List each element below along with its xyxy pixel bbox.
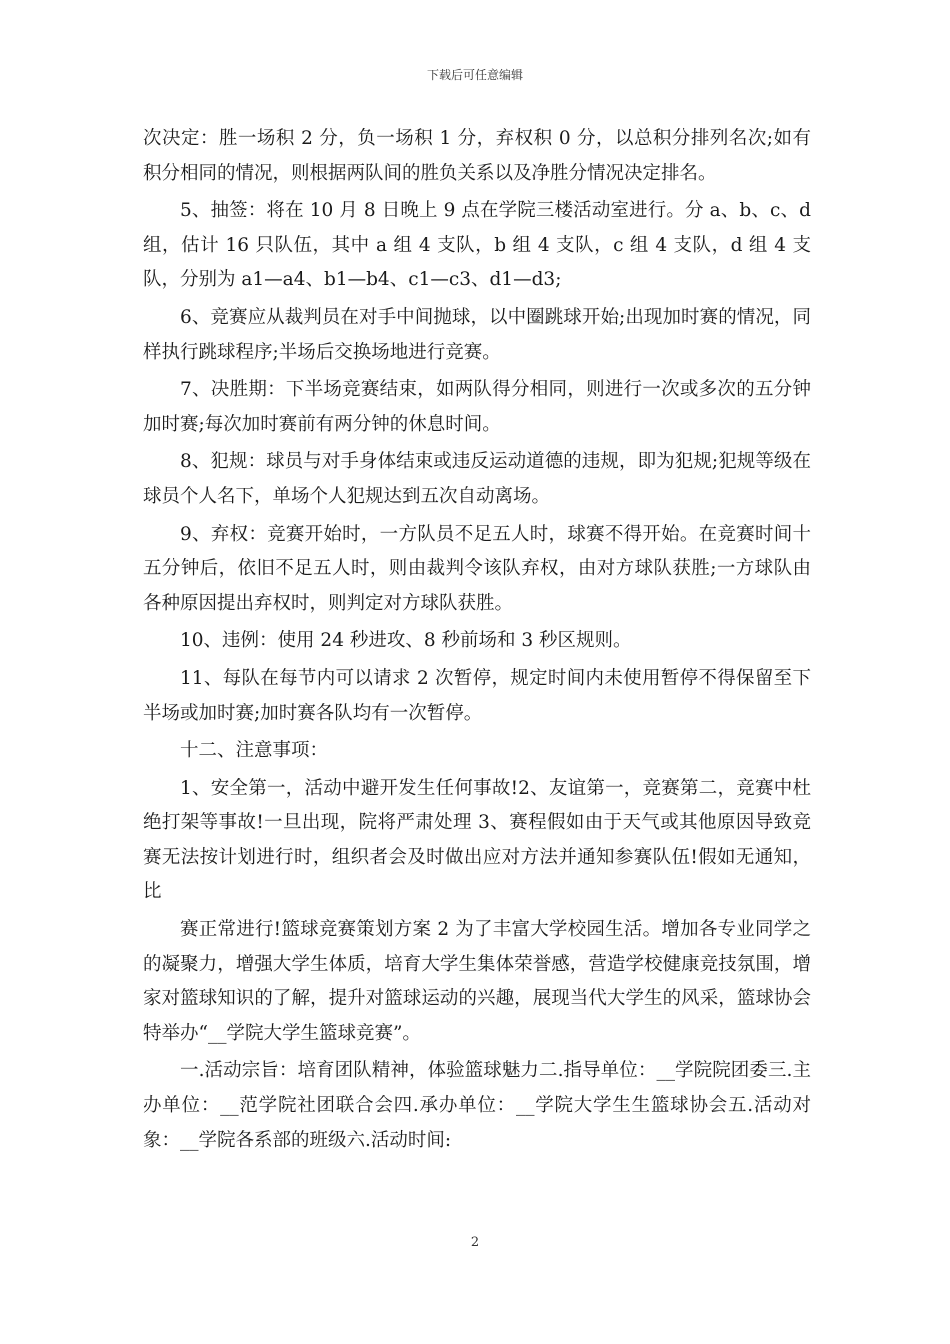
page-number: 2 (470, 1235, 480, 1250)
paragraph: 10、违例：使用 24 秒进攻、8 秒前场和 3 秒区规则。 (180, 630, 632, 652)
paragraph: 8、犯规：球员与对手身体结束或违反运动道德的违规，即为犯规;犯规等级在球员个人名下，单场个人犯规达到五次自动离场。 (143, 451, 811, 507)
document-body (143, 122, 811, 1161)
paragraph: 5、抽签：将在 10 月 8 日晚上 9 点在学院三楼活动室进行。分 a、b、c、d 组，估计 16 只队伍，其中 a 组 4 支队，b 组 4 支队，c 组 4 支队，d 组 4 支队，分别为 a1—a4、b1—b4、c1—c3、d1—d3; (143, 200, 811, 291)
paragraph: 次决定：胜一场积 2 分，负一场积 1 分，弃权积 0 分，以总积分排列名次;如有积分相同的情况，则根据两队间的胜负关系以及净胜分情况决定排名。 (143, 128, 811, 184)
paragraph: 赛正常进行!篮球竞赛策划方案 2 为了丰富大学校园生活。增加各专业同学之的凝聚力，增强大学生体质，培育大学生集体荣誉感，营造学校健康竞技氛围，增家对篮球知识的了解，提升对篮球运动的兴趣，展现当代大学生的风采，篮球协会特举办“__学院大学生篮球竞赛”。 (143, 919, 811, 1044)
page-header: 下载后可任意编辑 (426, 68, 523, 82)
paragraph: 6、竞赛应从裁判员在对手中间抛球，以中圈跳球开始;出现加时赛的情况，同样执行跳球程序;半场后交换场地进行竞赛。 (143, 306, 811, 363)
paragraph: 11、每队在每节内可以请求 2 次暂停，规定时间内未使用暂停不得保留至下半场或加时赛;加时赛各队均有一次暂停。 (143, 667, 811, 724)
paragraph: 一.活动宗旨：培育团队精神，体验篮球魅力二.指导单位：__学院院团委三.主办单位：__范学院社团联合会四.承办单位：__学院大学生生篮球协会五.活动对象：__学院各系部的班级六.活动时间: (143, 1060, 811, 1151)
section-heading: 十二、注意事项： (180, 740, 329, 762)
paragraph: 1、安全第一，活动中避开发生任何事故!2、友谊第一，竞赛第二，竞赛中杜绝打架等事故!一旦出现，院将严肃处理 3、赛程假如由于天气或其他原因导致竞赛无法按计划进行时，组织者会及时做出应对方法并通知参赛队伍!假如无通知，比 (143, 777, 811, 903)
paragraph: 7、决胜期：下半场竞赛结束，如两队得分相同，则进行一次或多次的五分钟加时赛;每次加时赛前有两分钟的休息时间。 (143, 379, 811, 435)
paragraph: 9、弃权：竞赛开始时，一方队员不足五人时，球赛不得开始。在竞赛时间十五分钟后，依旧不足五人时，则由裁判令该队弃权，由对方球队获胜;一方球队由各种原因提出弃权时，则判定对方球队获胜。 (143, 523, 811, 614)
